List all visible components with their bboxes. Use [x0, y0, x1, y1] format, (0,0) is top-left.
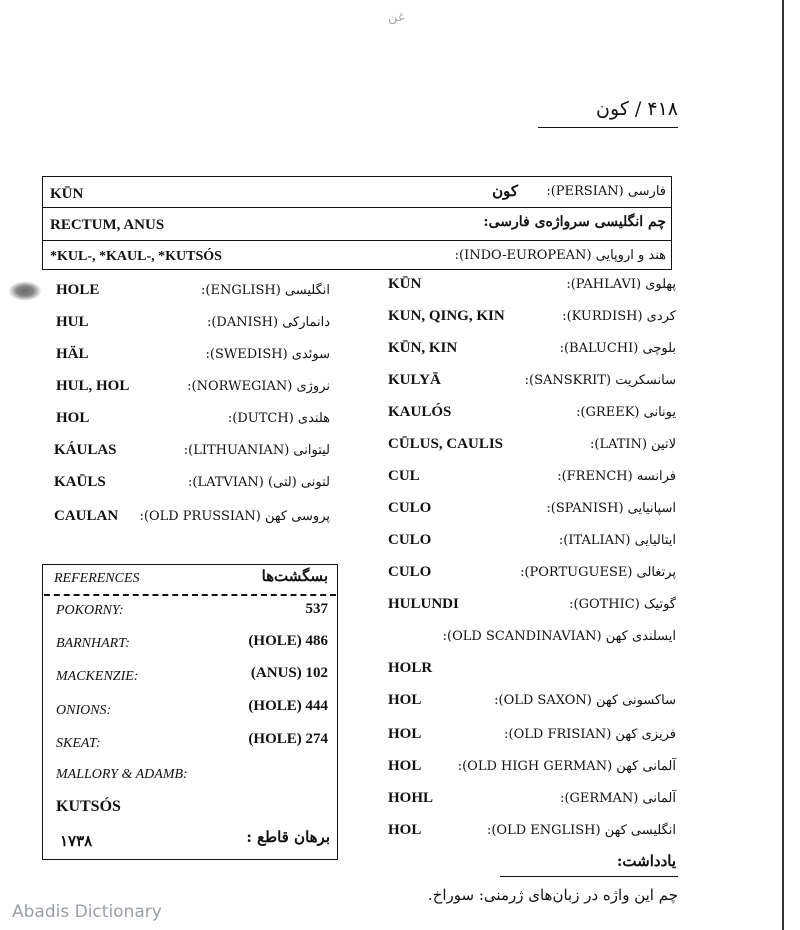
list-item	[388, 822, 678, 846]
entry-label: ایتالیایی (ITALIAN):	[558, 533, 676, 548]
list-item	[50, 282, 340, 306]
entry-form: HOL	[388, 822, 422, 838]
page-edge-line	[782, 0, 784, 930]
entry-form: HOHL	[388, 790, 434, 806]
persian-latin: KŪN	[50, 186, 84, 202]
english-value: RECTUM, ANUS	[50, 217, 165, 233]
list-item	[388, 564, 678, 588]
entry-form: KUN, QING, KIN	[388, 308, 505, 324]
list-item	[388, 726, 678, 750]
list-item	[388, 340, 678, 364]
list-item	[388, 372, 678, 396]
list-item	[388, 596, 678, 620]
entry-form: HOL	[388, 726, 422, 742]
reference-name: MALLORY & ADAMB:	[56, 767, 188, 782]
list-item	[388, 758, 678, 782]
reference-name: SKEAT:	[56, 736, 101, 751]
entry-form: CUL	[388, 468, 420, 484]
entry-label: نروژی (NORWEGIAN):	[187, 379, 330, 394]
entry-label: لاتین (LATIN):	[589, 437, 676, 452]
reference-value: 537	[305, 601, 328, 617]
header-rule	[538, 127, 678, 128]
entry-form: HOLR	[388, 660, 433, 676]
list-item	[50, 314, 340, 338]
entry-form: CULO	[388, 564, 432, 580]
reference-value: (HOLE) 274	[248, 731, 328, 747]
entry-label: گوتیک (GOTHIC):	[569, 597, 676, 612]
list-item	[388, 436, 678, 460]
entry-label: دانمارکی (DANISH):	[206, 315, 330, 330]
entry-label: انگلیسی کهن (OLD ENGLISH):	[486, 823, 676, 838]
persian-value: کون	[492, 182, 518, 200]
list-item	[388, 468, 678, 492]
list-item	[388, 660, 678, 684]
entry-form: HUL	[56, 314, 89, 330]
top-mark: غن	[388, 10, 405, 25]
entry-form: KŪN	[388, 276, 422, 292]
entry-form: HOL	[56, 410, 90, 426]
page-title: کون	[596, 98, 629, 120]
list-item	[50, 410, 340, 434]
list-item	[388, 404, 678, 428]
entry-form: HÄL	[56, 346, 89, 362]
list-item	[388, 692, 678, 716]
list-item	[388, 790, 678, 814]
entry-label: سوئدی (SWEDISH):	[205, 347, 330, 362]
reference-name: POKORNY:	[56, 603, 124, 618]
list-item	[50, 508, 340, 532]
entry-form: KÁULAS	[54, 442, 117, 458]
note-text: چم این واژه در زبان‌های ژرمنی: سوراخ.	[427, 886, 678, 904]
note-rule	[500, 876, 678, 877]
reference-value: (ANUS) 102	[250, 665, 328, 681]
entry-label: پروسی کهن (OLD PRUSSIAN):	[139, 509, 330, 524]
scan-smudge	[8, 281, 42, 301]
borhan-number: ۱۷۳۸	[60, 832, 93, 850]
list-item	[50, 442, 340, 466]
entry-form: CŪLUS, CAULIS	[388, 436, 504, 452]
entry-label: بلوچی (BALUCHI):	[559, 341, 676, 356]
entry-label: اسپانیایی (SPANISH):	[546, 501, 676, 516]
references-header-fa: بسگشت‌ها	[261, 567, 328, 585]
references-header-dash	[44, 594, 336, 596]
list-item	[388, 276, 678, 300]
entry-form: CULO	[388, 532, 432, 548]
entry-label: پهلوی (PAHLAVI):	[566, 277, 676, 292]
list-item	[50, 474, 340, 498]
entry-label: لتونی (لتی) (LATVIAN):	[188, 475, 330, 490]
english-label: چم انگلیسی سرواژه‌ی فارسی:	[483, 214, 666, 230]
watermark: Abadis Dictionary	[12, 902, 162, 922]
entry-form: KAULÓS	[388, 404, 452, 420]
list-item	[388, 308, 678, 332]
entry-label: ساکسونی کهن (OLD SAXON):	[494, 693, 676, 708]
list-item	[50, 378, 340, 402]
entry-label: کردی (KURDISH):	[562, 309, 676, 324]
entry-form: CULO	[388, 500, 432, 516]
entry-label: پرتغالی (PORTUGUESE):	[520, 565, 676, 580]
list-item	[388, 500, 678, 524]
indo-label: هند و اروپایی (INDO-EUROPEAN):	[454, 248, 666, 263]
page-header	[560, 98, 678, 120]
entry-form: CAULAN	[54, 508, 119, 524]
references-header-en: REFERENCES	[54, 571, 140, 586]
borhan-label: برهان قاطع :	[246, 828, 330, 846]
reference-name: BARNHART:	[56, 636, 130, 651]
note-heading: یادداشت:	[616, 852, 676, 870]
entry-form: HOLE	[56, 282, 100, 298]
entry-form: HOL	[388, 758, 422, 774]
entry-form: HOL	[388, 692, 422, 708]
entry-label: سانسکریت (SANSKRIT):	[524, 373, 676, 388]
entry-label: فریزی کهن (OLD FRISIAN):	[504, 727, 676, 742]
entry-form: KULYĀ	[388, 372, 441, 388]
headword-box-divider-2	[42, 240, 672, 241]
entry-label: لیتوانی (LITHUANIAN):	[183, 443, 330, 458]
entry-form: KAŪLS	[54, 474, 106, 490]
indo-value: *KUL-, *KAUL-, *KUTSÓS	[50, 249, 222, 264]
entry-label: یونانی (GREEK):	[576, 405, 676, 420]
entry-label: انگلیسی (ENGLISH):	[201, 283, 330, 298]
entry-label: ایسلندی کهن (OLD SCANDINAVIAN):	[442, 629, 676, 644]
entry-label: فرانسه (FRENCH):	[557, 469, 676, 484]
entry-form: HULUNDI	[388, 596, 459, 612]
list-item	[50, 346, 340, 370]
reference-value: (HOLE) 486	[248, 633, 328, 649]
reference-name: ONIONS:	[56, 703, 112, 718]
reference-name: MACKENZIE:	[56, 669, 139, 684]
page-number: ۴۱۸	[647, 98, 678, 120]
entry-form: KŪN, KIN	[388, 340, 458, 356]
list-item	[388, 628, 678, 652]
list-item	[388, 532, 678, 556]
entry-label: هلندی (DUTCH):	[227, 411, 330, 426]
reference-value: (HOLE) 444	[248, 698, 328, 714]
persian-label: فارسی (PERSIAN):	[546, 184, 666, 199]
entry-form: HUL, HOL	[56, 378, 130, 394]
reference-kutsos: KUTSÓS	[56, 798, 121, 815]
entry-label: آلمانی (GERMAN):	[560, 791, 676, 806]
entry-label: آلمانی کهن (OLD HIGH GERMAN):	[457, 759, 676, 774]
header-separator: /	[634, 98, 642, 120]
headword-box-divider-1	[42, 207, 672, 208]
